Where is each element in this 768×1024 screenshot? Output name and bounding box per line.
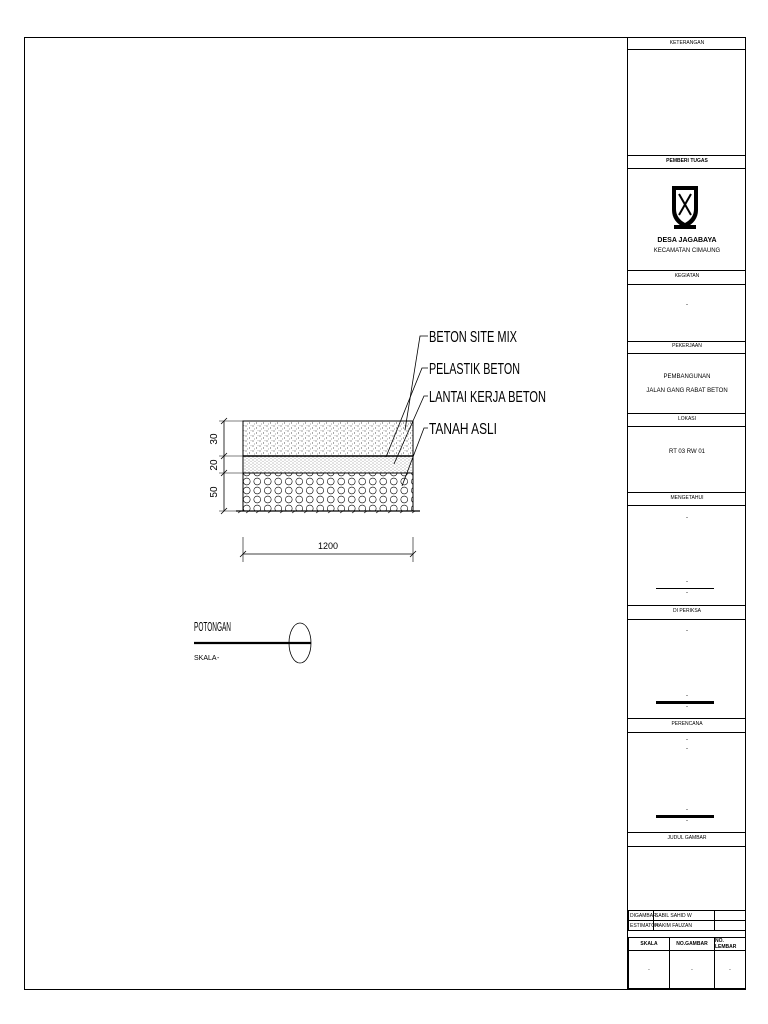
estimator-label: ESTIMATOR [628, 920, 654, 931]
no-lembar-value: - [714, 950, 746, 989]
kegiatan-value: - [686, 302, 688, 308]
pekerjaan-label: PEKERJAAN [672, 343, 702, 349]
mengetahui-name: - [686, 579, 688, 585]
dim-layer1-text: 30 [209, 433, 220, 445]
digambar-value: SABIL SAHID W [653, 910, 715, 921]
di-periksa-label: DI PERIKSA [672, 608, 702, 614]
lokasi-label: LOKASI [677, 416, 697, 422]
kegiatan-label: KEGIATAN [674, 273, 700, 279]
section-title: POTONGAN [194, 619, 231, 634]
no-gambar-value: - [669, 950, 715, 989]
dim-width-text: 1200 [317, 541, 339, 551]
mengetahui-label: MENGETAHUI [670, 495, 704, 501]
mengetahui-dot: - [686, 515, 688, 521]
di-periksa-id: - [686, 704, 688, 710]
di-periksa-dot: - [686, 628, 688, 634]
judul-gambar-label: JUDUL GAMBAR [667, 835, 707, 841]
layer-tanah-asli [243, 473, 413, 511]
perencana-dot-1: - [686, 737, 688, 743]
desa-name: DESA JAGABAYA [657, 237, 717, 244]
callout-lantai-kerja-beton: LANTAI KERJA BETON [429, 389, 546, 406]
perencana-label: PERENCANA [671, 721, 703, 727]
no-lembar-header: NO. LEMBAR [714, 937, 746, 951]
scale-label: SKALA [194, 655, 217, 662]
layer-beton-site-mix [243, 421, 413, 456]
pekerjaan-line2: JALAN GANG RABAT BETON [646, 388, 728, 394]
callout-beton-site-mix: BETON SITE MIX [429, 329, 518, 346]
perencana-id: - [686, 818, 688, 824]
callout-tanah-asli: TANAH ASLI [429, 421, 497, 438]
mengetahui-signature-line [656, 588, 714, 589]
pemberi-tugas-label: PEMBERI TUGAS [666, 158, 708, 164]
skala-value: - [628, 950, 670, 989]
layer-lantai-kerja [243, 456, 413, 473]
mengetahui-id: - [686, 590, 688, 596]
perencana-dot-2: - [686, 746, 688, 752]
estimator-value: HAKIM FAUZAN [653, 920, 715, 931]
di-periksa-name: - [686, 693, 688, 699]
callout-pelastik-beton: PELASTIK BETON [429, 361, 520, 378]
skala-header: SKALA [628, 937, 670, 951]
kecamatan-name: KECAMATAN CIMAUNG [653, 248, 721, 254]
keterangan-label: KETERANGAN [669, 40, 705, 46]
dim-layer3-text: 50 [209, 486, 220, 498]
pekerjaan-line1: PEMBANGUNAN [663, 374, 711, 380]
perencana-name: - [686, 807, 688, 813]
title-block [627, 37, 746, 990]
horizontal-dimension [240, 537, 416, 562]
scale-value: - [217, 655, 220, 662]
lokasi-value: RT 03 RW 01 [668, 449, 706, 455]
digambar-label: DIGAMBAR [628, 910, 654, 921]
no-gambar-header: NO.GAMBAR [669, 937, 715, 951]
vertical-dimension [209, 418, 243, 514]
dim-layer2-text: 20 [209, 459, 220, 471]
